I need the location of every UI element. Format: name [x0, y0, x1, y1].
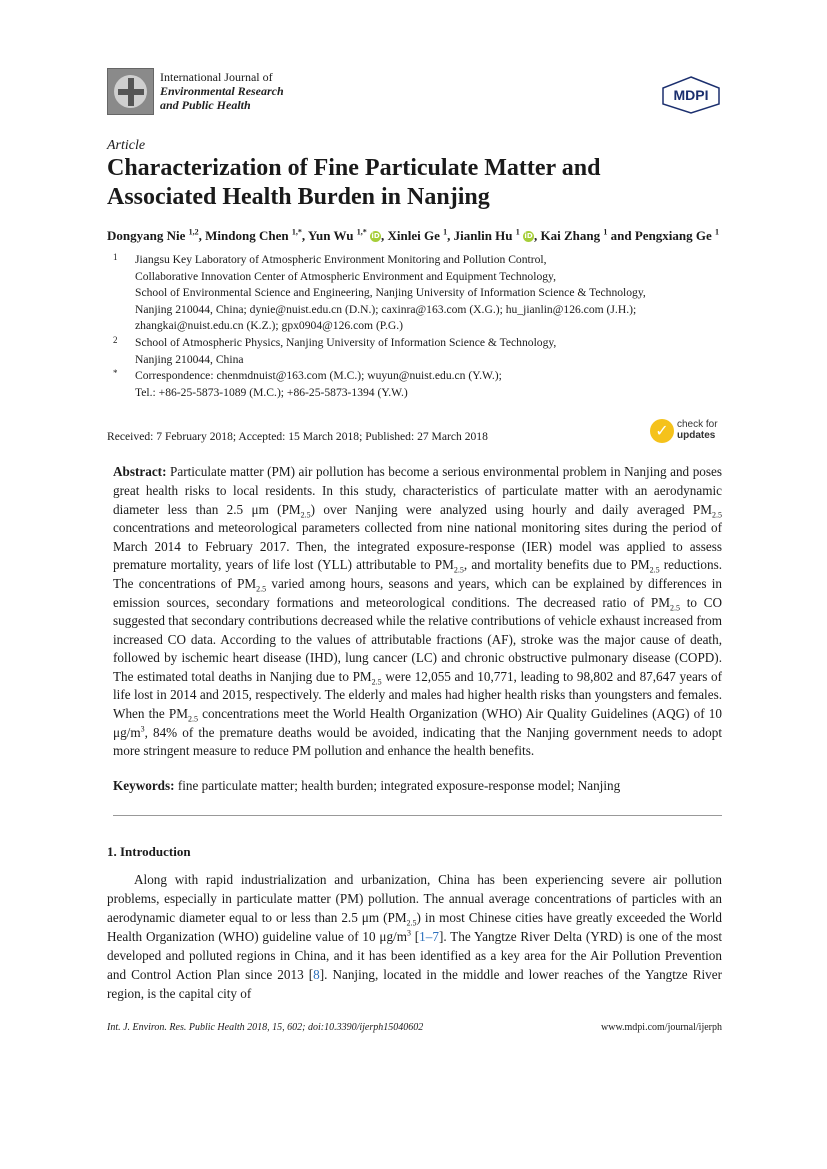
journal-name-line3: and Public Health — [160, 98, 251, 112]
author-name: Mindong Chen — [205, 228, 289, 243]
subscript: 2.5 — [670, 603, 680, 613]
text-run: ]. The Yangtze River Delta (YRD) is one of the most developed and polluted regions in China, and it has been identified as a key area for the Air Pollution Prevention and Control Action Plan since 2013 [ — [107, 929, 722, 983]
superscript: 3 — [140, 724, 145, 734]
subscript: 2.5 — [406, 919, 417, 929]
author-affiliation-marker: 1,2 — [188, 227, 199, 237]
author-name: Yun Wu — [307, 228, 354, 243]
paper-title — [107, 154, 722, 212]
affiliation-line: School of Environmental Science and Engineering, Nanjing University of Information Science & Technology, — [135, 286, 646, 300]
author — [308, 228, 381, 243]
affiliation-line: Tel.: +86-25-5873-1089 (M.C.); +86-25-5873-1394 (Y.W.) — [135, 385, 408, 399]
author-affiliation-marker: 1 — [443, 227, 448, 237]
divider — [113, 815, 722, 816]
text-run: [ — [410, 929, 420, 945]
author-name: Jianlin Hu — [453, 228, 513, 243]
footer-citation: Int. J. Environ. Res. Public Health 2018, 15, 602; doi:10.3390/ijerph15040602 — [107, 1022, 424, 1034]
author-affiliation-marker: 1 — [603, 227, 608, 237]
author-affiliation-marker: 1 — [515, 227, 520, 237]
author-list: Dongyang Nie $^{1,2}$, Mindong Chen $^{1,*}$, Yun Wu $^{1,*}$ iD, Xinlei Ge $^1$, Jianlin Hu $^1$ iD, Kai Zhang $^1$ and Pengxiang Ge $^1$ — [107, 227, 720, 243]
journal-name-line2: Environmental Research — [160, 84, 284, 98]
text-run: ]. Nanjing, located in the middle and lower reaches of the Yangtze River region, is the capital city of — [107, 967, 722, 1002]
check-icon: ✓ — [650, 419, 674, 443]
author-name: Kai Zhang — [540, 228, 601, 243]
abstract-label: Abstract: — [113, 464, 167, 480]
text-run: ) in most Chinese cities have greatly exceeded the World Health Organization (WHO) guideline value of 10 μg/m — [107, 910, 722, 945]
author — [107, 228, 199, 243]
subscript: 2.5 — [256, 584, 267, 594]
affiliation-number: 2 — [113, 334, 118, 345]
text-run: were 12,055 and 10,771, leading to 98,802 and 87,647 years of life lost in 2014 and 2015, respectively. The elderly and males had higher health risks than youngsters and females. When the PM — [113, 668, 722, 722]
text-run: , 84% of the premature deaths would be avoided, indicating that the Nanjing government needs to adopt more stringent measure to reduce PM pollution and enhance the health benefits. — [113, 724, 722, 759]
text-run: , and mortality benefits due to PM — [463, 557, 650, 573]
keywords — [113, 777, 722, 796]
keywords-label: Keywords: — [113, 777, 175, 793]
affiliation-line: Jiangsu Key Laboratory of Atmospheric Environment Monitoring and Pollution Control, — [135, 253, 547, 266]
journal-name-line1: International Journal of — [160, 70, 273, 84]
text-run: ) over Nanjing were analyzed using hourly and daily averaged PM — [310, 501, 712, 517]
check-updates-line1: check for — [677, 419, 718, 431]
author-name: Xinlei Ge — [387, 228, 440, 243]
citation-link[interactable]: 8 — [313, 967, 320, 983]
publication-dates: Received: 7 February 2018; Accepted: 15 March 2018; Published: 27 March 2018 — [107, 430, 488, 444]
author — [205, 228, 302, 243]
subscript: 2.5 — [453, 565, 464, 575]
check-for-updates-button[interactable] — [650, 417, 725, 445]
svg-text:MDPI: MDPI — [673, 87, 709, 103]
affiliation-line: Correspondence: chenmdnuist@163.com (M.C.); wuyun@nuist.edu.cn (Y.W.); — [135, 369, 502, 383]
citation-link[interactable]: 1–7 — [419, 929, 439, 945]
affiliation-line: School of Atmospheric Physics, Nanjing University of Information Science & Technology, — [135, 335, 557, 349]
superscript: 3 — [406, 929, 411, 939]
article-type: Article — [107, 138, 146, 153]
title-line1: Characterization of Fine Particulate Matter and — [107, 155, 601, 181]
affiliation-number: * — [113, 368, 118, 379]
author-name: Pengxiang Ge — [634, 228, 712, 243]
author — [541, 228, 608, 243]
section-heading: 1. Introduction — [107, 844, 191, 860]
check-updates-line2: updates — [677, 430, 716, 442]
subscript: 2.5 — [187, 714, 198, 724]
orcid-icon[interactable]: iD — [524, 232, 533, 240]
text-run: Particulate matter (PM) air pollution has become a serious environmental problem in Nanjing and poses great health risks to local residents. In this study, characteristics of particulate matter with an aerodynamic diameter less than 2.5 μm (PM — [113, 464, 722, 517]
orcid-icon[interactable]: iD — [371, 232, 380, 240]
affiliation-line: Collaborative Innovation Center of Atmospheric Environment and Equipment Technology, — [135, 269, 556, 283]
keywords-text: fine particulate matter; health burden; integrated exposure-response model; Nanjing — [174, 777, 621, 793]
title-line2: Associated Health Burden in Nanjing — [107, 184, 490, 210]
author-affiliation-marker: 1,* — [356, 227, 367, 237]
affiliation — [107, 252, 722, 335]
affiliation-number: 1 — [113, 252, 118, 262]
author-name: Dongyang Nie — [107, 228, 186, 243]
text-run: to CO suggested that secondary contributions decreased while the relative contributions of vehicle exhaust increased from increased CO data. According to the values of attributable fractions (AF), stroke was the major cause of death, followed by ischemic heart disease (IHD), lung cancer (LC) and chronic obstructive pulmonary disease (COPD). The estimated total deaths in Nanjing due to PM — [113, 594, 723, 684]
author-conjunction: and — [610, 228, 632, 243]
text-run: concentrations and meteorological parameters collected from nine national monitoring sites during the period of March 2014 to February 2017. Then, the integrated exposure-response (IER) model was applied to assess premature mortality, years of life lost (YLL) attributable to PM — [113, 520, 722, 573]
affiliations — [107, 252, 722, 401]
affiliation — [107, 368, 722, 401]
text-run: reductions. The concentrations of PM — [113, 557, 722, 591]
text-run: Along with rapid industrialization and urbanization, China has been experiencing severe air pollution problems, especially in particulate matter (PM) pollution. The annual average concentrations of particles with an aerodynamic diameter equal to or less than 2.5 μm (PM — [107, 872, 722, 926]
subscript: 2.5 — [371, 677, 382, 687]
intro-paragraph — [107, 870, 722, 1003]
dates-row — [107, 417, 722, 447]
main-content — [107, 0, 722, 1074]
text-run: varied among hours, seasons and years, which can be explained by differences in emission sources, secondary formations and meteorological conditions. The decreased ratio of PM — [113, 575, 722, 610]
affiliation — [107, 335, 722, 368]
author — [388, 228, 448, 243]
footer-url[interactable]: www.mdpi.com/journal/ijerph — [601, 1022, 722, 1034]
footer — [107, 1021, 722, 1074]
author-affiliation-marker: 1,* — [291, 227, 302, 237]
subscript: 2.5 — [649, 565, 660, 575]
author-affiliation-marker: 1 — [715, 227, 720, 237]
subscript: 2.5 — [712, 510, 722, 520]
author — [635, 228, 719, 243]
text-run: concentrations meet the World Health Organization (WHO) Air Quality Guidelines (AQG) of 10 μg/m — [113, 706, 722, 740]
author — [454, 228, 534, 243]
affiliation-line: zhangkai@nuist.edu.cn (K.Z.); gpx0904@126.com (P.G.) — [135, 319, 403, 333]
affiliation-line: Nanjing 210044, China; dynie@nuist.edu.cn (D.N.); caxinra@163.com (X.G.); hu_jianlin@126.com (J.H.); — [135, 302, 637, 316]
abstract — [113, 463, 722, 761]
affiliation-line: Nanjing 210044, China — [135, 352, 244, 366]
subscript: 2.5 — [300, 510, 311, 520]
